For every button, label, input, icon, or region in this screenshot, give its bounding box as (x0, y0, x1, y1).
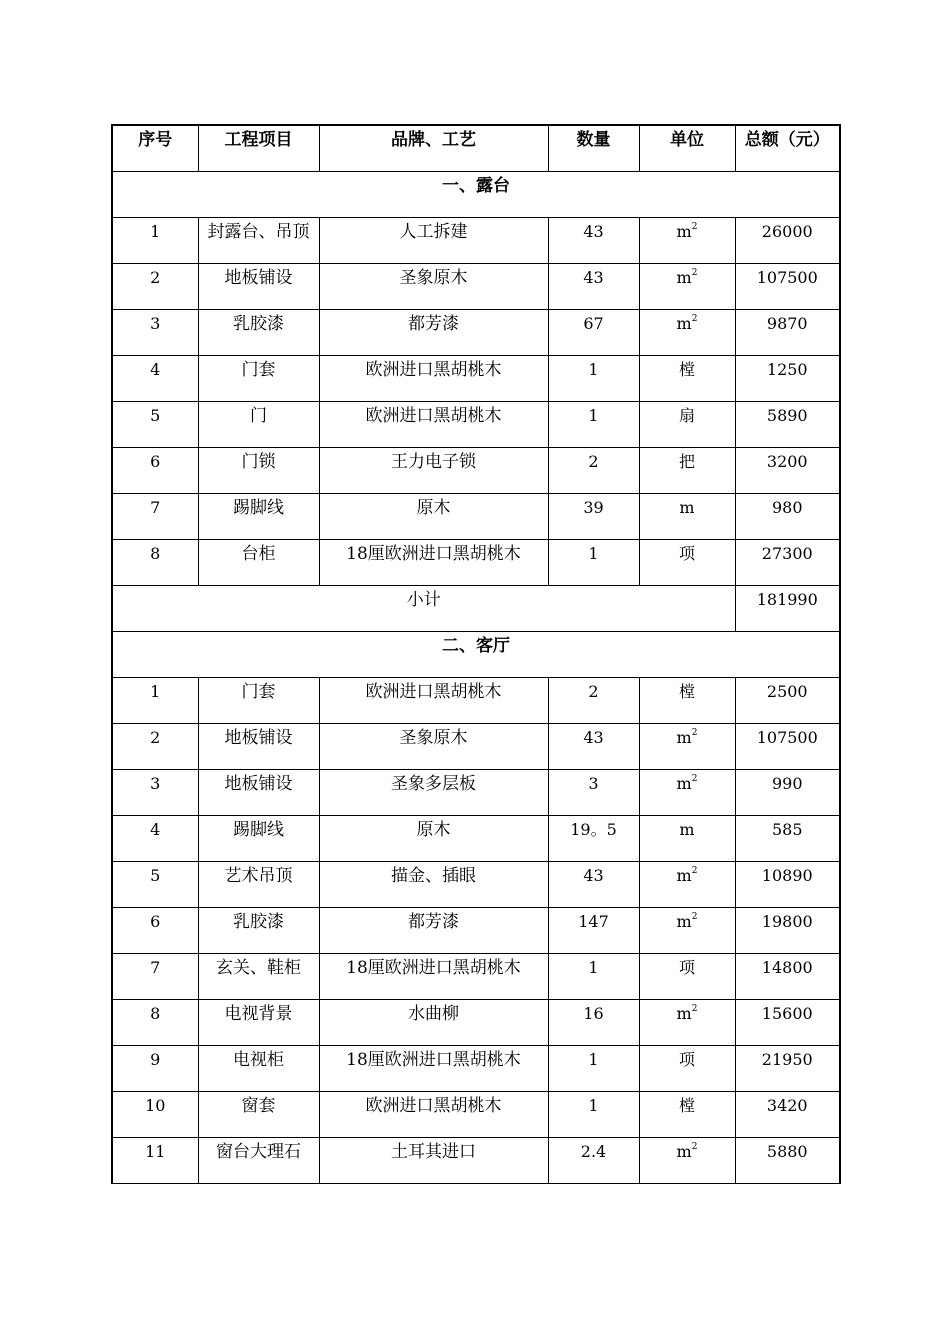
cell-brand: 欧洲进口黑胡桃木 (319, 402, 548, 448)
cell-no: 9 (112, 1046, 198, 1092)
table-row (112, 862, 840, 908)
table-row (112, 1138, 840, 1184)
cell-unit (639, 1092, 735, 1138)
cell-total: 2500 (735, 678, 840, 724)
table-row (112, 724, 840, 770)
subtotal-row (112, 586, 840, 632)
cell-qty: 2 (548, 678, 639, 724)
cell-brand: 人工拆建 (319, 218, 548, 264)
cell-no: 1 (112, 218, 198, 264)
table-row (112, 494, 840, 540)
cell-brand: 欧洲进口黑胡桃木 (319, 356, 548, 402)
cell-item: 门 (198, 402, 319, 448)
section-title: 二、客厅 (112, 632, 840, 678)
cell-no: 4 (112, 356, 198, 402)
cell-qty: 1 (548, 954, 639, 1000)
cell-qty: 2.4 (548, 1138, 639, 1184)
unit-text: m (679, 498, 695, 517)
cell-unit (639, 862, 735, 908)
cell-no: 6 (112, 908, 198, 954)
table-row (112, 770, 840, 816)
cell-qty: 43 (548, 724, 639, 770)
header-qty: 数量 (548, 125, 639, 172)
cell-qty: 43 (548, 218, 639, 264)
cell-no: 7 (112, 494, 198, 540)
cell-total: 10890 (735, 862, 840, 908)
cell-unit (639, 1138, 735, 1184)
cell-brand: 欧洲进口黑胡桃木 (319, 1092, 548, 1138)
table-row (112, 1000, 840, 1046)
cell-brand: 圣象原木 (319, 724, 548, 770)
table-row (112, 954, 840, 1000)
subtotal-label: 小计 (112, 586, 735, 632)
cell-unit (639, 494, 735, 540)
cell-no: 1 (112, 678, 198, 724)
cell-brand: 欧洲进口黑胡桃木 (319, 678, 548, 724)
cell-brand: 原木 (319, 816, 548, 862)
table-row (112, 1092, 840, 1138)
cell-no: 11 (112, 1138, 198, 1184)
cell-total: 3200 (735, 448, 840, 494)
cell-unit (639, 678, 735, 724)
cell-brand: 都芳漆 (319, 908, 548, 954)
cell-item: 电视背景 (198, 1000, 319, 1046)
unit-superscript: 2 (691, 267, 698, 278)
unit-text: 项 (678, 544, 695, 563)
cell-qty: 67 (548, 310, 639, 356)
cell-brand: 圣象多层板 (319, 770, 548, 816)
header-unit: 单位 (639, 125, 735, 172)
cell-item: 乳胶漆 (198, 908, 319, 954)
unit-superscript: 2 (691, 911, 698, 922)
cell-total: 26000 (735, 218, 840, 264)
unit-text: m (676, 314, 692, 333)
cell-item: 窗套 (198, 1092, 319, 1138)
header-total: 总额（元） (735, 125, 840, 172)
cell-total: 5880 (735, 1138, 840, 1184)
cell-total: 990 (735, 770, 840, 816)
cell-brand: 王力电子锁 (319, 448, 548, 494)
table-row (112, 540, 840, 586)
cell-qty: 1 (548, 540, 639, 586)
cell-no: 8 (112, 540, 198, 586)
cell-unit (639, 264, 735, 310)
subtotal-value: 181990 (735, 586, 840, 632)
cell-item: 门套 (198, 356, 319, 402)
cell-unit (639, 954, 735, 1000)
cell-unit (639, 724, 735, 770)
cell-unit (639, 540, 735, 586)
cell-no: 10 (112, 1092, 198, 1138)
cell-brand: 土耳其进口 (319, 1138, 548, 1184)
cell-brand: 圣象原木 (319, 264, 548, 310)
unit-text: 把 (678, 452, 695, 471)
cell-qty: 16 (548, 1000, 639, 1046)
cell-brand: 18厘欧洲进口黑胡桃木 (319, 954, 548, 1000)
unit-text: m (676, 1004, 692, 1023)
header-row (112, 125, 840, 172)
unit-text: m (676, 1142, 692, 1161)
cell-no: 2 (112, 264, 198, 310)
cell-item: 地板铺设 (198, 770, 319, 816)
cell-unit (639, 1000, 735, 1046)
cell-item: 艺术吊顶 (198, 862, 319, 908)
cell-unit (639, 402, 735, 448)
cell-item: 玄关、鞋柜 (198, 954, 319, 1000)
table-row (112, 678, 840, 724)
cell-total: 1250 (735, 356, 840, 402)
cell-qty: 2 (548, 448, 639, 494)
table-row (112, 1046, 840, 1092)
cell-unit (639, 218, 735, 264)
cell-unit (639, 770, 735, 816)
cell-item: 门锁 (198, 448, 319, 494)
unit-text: 扇 (678, 406, 695, 425)
cell-unit (639, 448, 735, 494)
unit-text: m (676, 774, 692, 793)
cell-item: 踢脚线 (198, 494, 319, 540)
cell-unit (639, 908, 735, 954)
unit-text: 樘 (678, 1096, 695, 1115)
cell-brand: 18厘欧洲进口黑胡桃木 (319, 540, 548, 586)
quotation-table (111, 124, 841, 1184)
cell-unit (639, 816, 735, 862)
cell-no: 2 (112, 724, 198, 770)
section-row (112, 172, 840, 218)
unit-superscript: 2 (691, 865, 698, 876)
unit-superscript: 2 (691, 1003, 698, 1014)
cell-no: 8 (112, 1000, 198, 1046)
cell-no: 4 (112, 816, 198, 862)
section-row (112, 632, 840, 678)
cell-item: 电视柜 (198, 1046, 319, 1092)
table-row (112, 310, 840, 356)
cell-qty: 3 (548, 770, 639, 816)
cell-brand: 水曲柳 (319, 1000, 548, 1046)
cell-brand: 描金、插眼 (319, 862, 548, 908)
unit-text: m (676, 268, 692, 287)
header-brand: 品牌、工艺 (319, 125, 548, 172)
cell-qty: 1 (548, 1092, 639, 1138)
cell-unit (639, 310, 735, 356)
unit-text: m (676, 912, 692, 931)
table-body (112, 172, 840, 1184)
unit-text: 项 (678, 1050, 695, 1069)
table-row (112, 356, 840, 402)
unit-superscript: 2 (691, 773, 698, 784)
cell-qty: 1 (548, 402, 639, 448)
cell-total: 14800 (735, 954, 840, 1000)
cell-item: 踢脚线 (198, 816, 319, 862)
unit-text: 樘 (678, 360, 695, 379)
cell-item: 门套 (198, 678, 319, 724)
cell-total: 980 (735, 494, 840, 540)
cell-total: 9870 (735, 310, 840, 356)
unit-text: m (679, 820, 695, 839)
cell-item: 地板铺设 (198, 264, 319, 310)
unit-text: 樘 (678, 682, 695, 701)
header-item: 工程项目 (198, 125, 319, 172)
cell-total: 19800 (735, 908, 840, 954)
cell-total: 15600 (735, 1000, 840, 1046)
cell-no: 7 (112, 954, 198, 1000)
cell-brand: 18厘欧洲进口黑胡桃木 (319, 1046, 548, 1092)
unit-text: 项 (678, 958, 695, 977)
unit-superscript: 2 (691, 727, 698, 738)
cell-total: 27300 (735, 540, 840, 586)
cell-total: 21950 (735, 1046, 840, 1092)
cell-no: 5 (112, 862, 198, 908)
cell-qty: 43 (548, 862, 639, 908)
cell-total: 5890 (735, 402, 840, 448)
cell-item: 窗台大理石 (198, 1138, 319, 1184)
cell-total: 585 (735, 816, 840, 862)
table-row (112, 402, 840, 448)
cell-item: 台柜 (198, 540, 319, 586)
cell-no: 3 (112, 770, 198, 816)
unit-text: m (676, 866, 692, 885)
unit-superscript: 2 (691, 313, 698, 324)
table-row (112, 448, 840, 494)
cell-unit (639, 1046, 735, 1092)
unit-text: m (676, 222, 692, 241)
unit-superscript: 2 (691, 1141, 698, 1152)
section-title: 一、露台 (112, 172, 840, 218)
cell-item: 地板铺设 (198, 724, 319, 770)
table-row (112, 218, 840, 264)
cell-unit (639, 356, 735, 402)
header-no: 序号 (112, 125, 198, 172)
cell-qty: 19。5 (548, 816, 639, 862)
cell-qty: 43 (548, 264, 639, 310)
cell-brand: 原木 (319, 494, 548, 540)
cell-item: 乳胶漆 (198, 310, 319, 356)
table-row (112, 264, 840, 310)
cell-no: 5 (112, 402, 198, 448)
cell-qty: 147 (548, 908, 639, 954)
cell-total: 3420 (735, 1092, 840, 1138)
table-row (112, 908, 840, 954)
quotation-sheet (111, 124, 839, 1184)
cell-total: 107500 (735, 724, 840, 770)
cell-item: 封露台、吊顶 (198, 218, 319, 264)
cell-total: 107500 (735, 264, 840, 310)
cell-no: 3 (112, 310, 198, 356)
cell-qty: 39 (548, 494, 639, 540)
unit-text: m (676, 728, 692, 747)
cell-brand: 都芳漆 (319, 310, 548, 356)
cell-qty: 1 (548, 1046, 639, 1092)
table-row (112, 816, 840, 862)
cell-no: 6 (112, 448, 198, 494)
unit-superscript: 2 (691, 221, 698, 232)
cell-qty: 1 (548, 356, 639, 402)
